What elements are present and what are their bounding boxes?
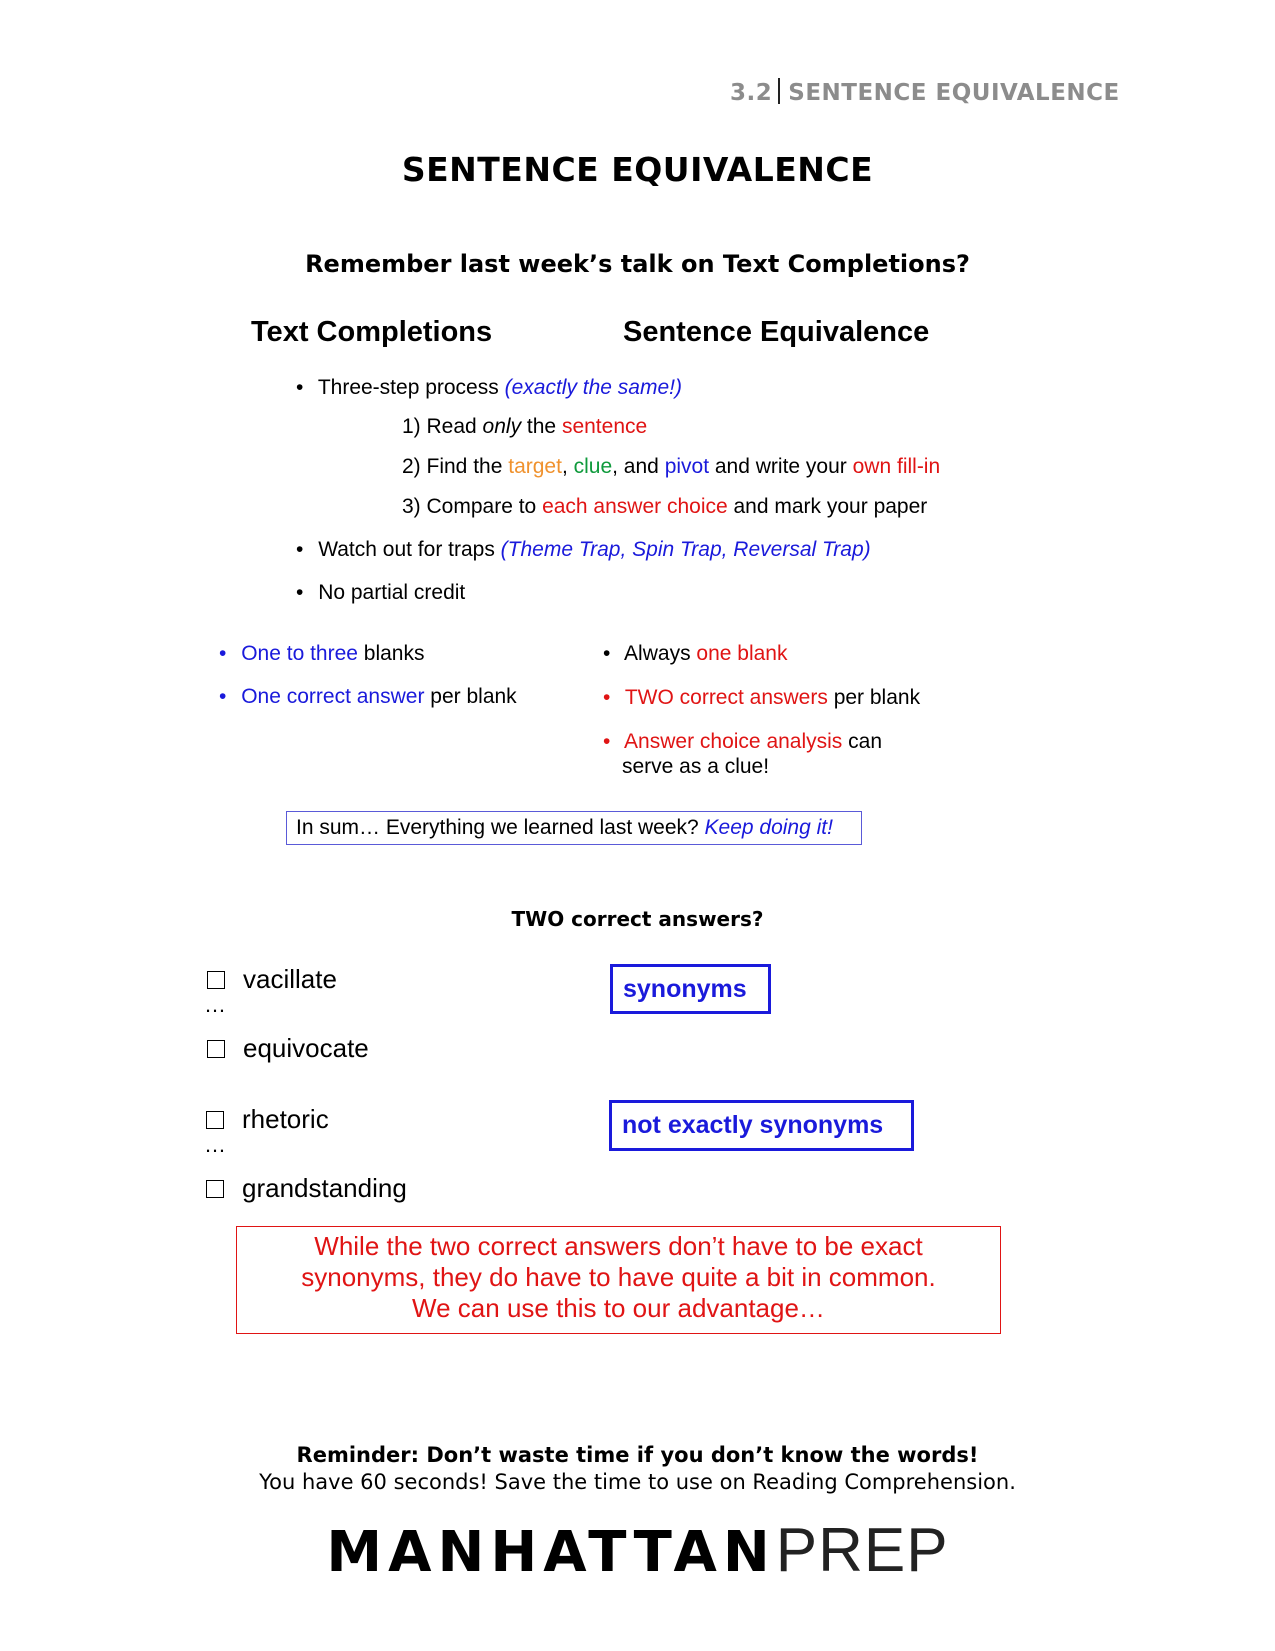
step-3-text: 3) Compare to <box>402 495 543 518</box>
step-3-highlight: each answer choice <box>542 495 728 518</box>
note-box <box>236 1226 1001 1334</box>
answer-choice-label: vacillate <box>243 964 337 994</box>
logo-word-manhattan: MANHATTAN <box>326 1520 776 1585</box>
step-2 <box>402 455 940 479</box>
synonyms-label-box: synonyms <box>610 964 771 1014</box>
checkbox[interactable] <box>206 1180 224 1198</box>
two-correct-heading: TWO correct answers? <box>511 907 764 931</box>
right-list-item <box>603 686 920 710</box>
answer-choice-equivocate[interactable] <box>207 1033 369 1064</box>
step-2-text: 2) Find the <box>402 455 509 478</box>
traps-note: (Theme Trap, Spin Trap, Reversal Trap) <box>500 538 871 561</box>
section-title: SENTENCE EQUIVALENCE <box>788 80 1120 106</box>
list-item-traps <box>296 538 871 562</box>
step-2-clue: clue <box>573 455 613 478</box>
in-sum-box <box>286 811 862 845</box>
in-sum-emphasis: Keep doing it! <box>704 816 833 839</box>
logo-word-prep: PREP <box>775 1516 949 1585</box>
in-sum-text: In sum… Everything we learned last week? <box>296 816 705 839</box>
answer-choice-rhetoric[interactable] <box>206 1104 329 1135</box>
right-item-text: can <box>842 730 883 753</box>
page-title: SENTENCE EQUIVALENCE <box>401 150 874 189</box>
step-1 <box>402 415 647 439</box>
answer-choice-vacillate[interactable] <box>207 964 337 995</box>
left-item-text: blanks <box>357 642 425 665</box>
right-list-item <box>603 642 787 666</box>
step-2-text-2: and write your <box>709 455 853 478</box>
left-item-text: per blank <box>424 685 517 708</box>
right-item-text: per blank <box>827 686 921 709</box>
ellipsis: … <box>204 1132 228 1157</box>
left-list-item <box>219 685 517 709</box>
step-1-text-2: the <box>521 415 562 438</box>
manhattan-prep-logo <box>0 1515 1275 1586</box>
reminder-heading: Reminder: Don’t waste time if you don’t know the words! <box>296 1443 979 1467</box>
traps-text: Watch out for traps <box>318 538 501 561</box>
list-item-process <box>296 376 682 400</box>
right-item-highlight: Answer choice analysis <box>624 730 843 753</box>
list-item-partial-credit <box>296 581 465 605</box>
step-1-highlight: sentence <box>561 415 648 438</box>
subtitle: Remember last week’s talk on Text Completions? <box>305 250 970 278</box>
note-line: We can use this to our advantage… <box>412 1293 825 1323</box>
column-heading-text-completions: Text Completions <box>251 316 493 348</box>
header-divider <box>778 78 780 104</box>
right-item-highlight: TWO correct answers <box>624 686 828 709</box>
answer-choice-label: grandstanding <box>242 1173 407 1203</box>
step-1-emph: only <box>482 415 522 438</box>
ellipsis: … <box>204 992 228 1017</box>
not-exactly-synonyms-label-box: not exactly synonyms <box>609 1100 914 1151</box>
process-text: Three-step process <box>317 376 499 399</box>
note-line: While the two correct answers don’t have to be exact <box>314 1231 923 1261</box>
right-list-item <box>603 730 882 754</box>
left-item-highlight: One correct answer <box>241 685 425 708</box>
note-line: synonyms, they do have to have quite a bit in common. <box>301 1262 936 1292</box>
section-number: 3.2 <box>730 80 773 106</box>
process-note: (exactly the same!) <box>504 376 682 399</box>
step-3 <box>402 495 927 519</box>
step-1-text: 1) Read <box>402 415 483 438</box>
checkbox[interactable] <box>206 1111 224 1129</box>
partial-credit-text: No partial credit <box>318 581 466 604</box>
step-2-sep-2: , and <box>612 455 665 478</box>
answer-choice-label: rhetoric <box>242 1104 329 1134</box>
right-item-continuation: serve as a clue! <box>622 755 770 778</box>
checkbox[interactable] <box>207 971 225 989</box>
reminder-text: You have 60 seconds! Save the time to use on Reading Comprehension. <box>259 1470 1016 1494</box>
step-2-sep-1: , <box>561 455 574 478</box>
checkbox[interactable] <box>207 1040 225 1058</box>
answer-choice-label: equivocate <box>243 1033 369 1063</box>
step-2-pivot: pivot <box>664 455 710 478</box>
right-item-text: Always <box>624 642 697 665</box>
left-list-item <box>219 642 425 666</box>
right-item-highlight: one blank <box>696 642 788 665</box>
step-2-fill-in: own fill-in <box>852 455 941 478</box>
left-item-highlight: One to three <box>241 642 358 665</box>
answer-choice-grandstanding[interactable] <box>206 1173 407 1204</box>
step-2-target: target <box>508 455 562 478</box>
section-header <box>730 78 1120 106</box>
column-heading-sentence-equivalence: Sentence Equivalence <box>623 316 930 348</box>
step-3-text-2: and mark your paper <box>727 495 928 518</box>
